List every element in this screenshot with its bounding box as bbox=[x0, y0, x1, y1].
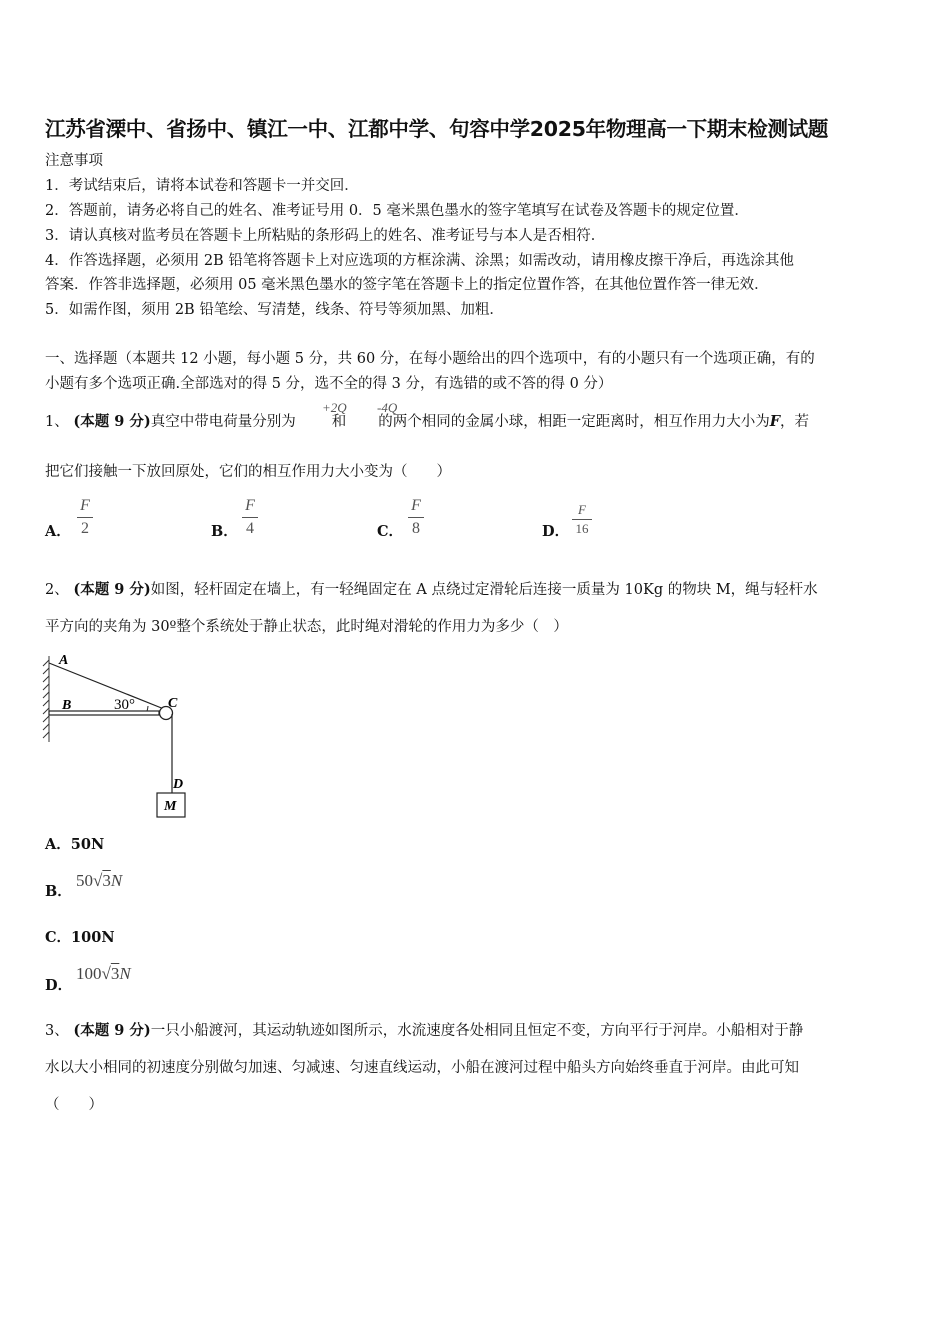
option-label: B． bbox=[211, 523, 238, 540]
option-a: A．50N bbox=[45, 836, 105, 853]
notice-heading: 注意事项 bbox=[45, 153, 103, 169]
force-symbol: F bbox=[769, 413, 781, 430]
question-3-blank: （ ） bbox=[45, 1097, 103, 1113]
angle-label: 30° bbox=[114, 697, 135, 713]
option-label: D． bbox=[45, 977, 73, 994]
option-a-fraction: F 2 bbox=[77, 497, 93, 538]
notice-item: 2．答题前，请务必将自己的姓名、准考证号用 0．5 毫米黑色墨水的签字笔填写在试卷及答题卡的规定位置． bbox=[45, 203, 749, 219]
notice-item: 5．如需作图，须用 2B 铅笔绘、写清楚，线条、符号等须加黑、加粗． bbox=[45, 302, 504, 318]
option-label: C． bbox=[377, 523, 404, 540]
charge-1: +2Q bbox=[322, 400, 347, 415]
question-number: 2、 bbox=[45, 582, 69, 598]
option-b-value: 50√3N bbox=[76, 871, 123, 890]
question-3-stem: 3、 (本题 9 分)一只小船渡河，其运动轨迹如图所示，水流速度各处相同且恒定不变，方向平行于河岸。小船相对于静 bbox=[45, 1022, 804, 1039]
question-2-stem: 2、 (本题 9 分)如图，轻杆固定在墙上，有一轻绳固定在 A 点绕过定滑轮后连接一质量为 10Kg 的物块 M，绳与轻杆水 bbox=[45, 581, 818, 598]
option-d-value: 100√3N bbox=[76, 964, 131, 983]
question-2-stem-cont: 平方向的夹角为 30º整个系统处于静止状态，此时绳对滑轮的作用力为多少（ ） bbox=[45, 619, 568, 635]
question-3-stem-cont: 水以大小相同的初速度分别做匀加速、匀减速、匀速直线运动，小船在渡河过程中船头方向始终垂直于河岸。由此可知 bbox=[45, 1060, 799, 1076]
label-b: B bbox=[62, 698, 72, 713]
question-1-stem: 1、 (本题 9 分)真空中带电荷量分别为 和 的两个相同的金属小球，相距一定距离时，相互作用力大小为F，若 bbox=[45, 413, 810, 430]
notice-item: 1．考试结束后，请将本试卷和答题卡一并交回． bbox=[45, 178, 359, 194]
question-score: (本题 9 分) bbox=[73, 1022, 151, 1039]
notice-item: 答案．作答非选择题，必须用 05 毫米黑色墨水的签字笔在答题卡上的指定位置作答，在其他位置作答一律无效． bbox=[45, 277, 769, 293]
option-c-fraction: F 8 bbox=[408, 497, 424, 538]
option-label: A． bbox=[45, 523, 71, 540]
option-d-fraction: F 16 bbox=[572, 503, 592, 536]
pulley-diagram bbox=[40, 648, 200, 824]
section-heading-cont: 小题有多个选项正确.全部选对的得 5 分，选不全的得 3 分，有选错的或不答的得 0 分） bbox=[45, 376, 613, 392]
question-score: (本题 9 分) bbox=[73, 413, 151, 430]
notice-item: 3．请认真核对监考员在答题卡上所粘贴的条形码上的姓名、准考证号与本人是否相符． bbox=[45, 228, 606, 244]
question-number: 3、 bbox=[45, 1023, 69, 1039]
option-c: C．100N bbox=[45, 929, 115, 946]
page-title: 江苏省溧中、省扬中、镇江一中、江都中学、句容中学2025年物理高一下期末检测试题 bbox=[45, 117, 829, 141]
option-label: D． bbox=[542, 523, 570, 540]
question-number: 1、 bbox=[45, 414, 69, 430]
charge-2: -4Q bbox=[377, 400, 398, 415]
label-a: A bbox=[59, 653, 69, 668]
question-1-stem-cont: 把它们接触一下放回原处，它们的相互作用力大小变为（ ） bbox=[45, 464, 451, 480]
label-d: D bbox=[173, 777, 184, 792]
label-c: C bbox=[168, 696, 178, 711]
question-score: (本题 9 分) bbox=[73, 581, 151, 598]
section-heading: 一、选择题（本题共 12 小题，每小题 5 分，共 60 分，在每小题给出的四个选项中，有的小题只有一个选项正确，有的 bbox=[45, 351, 815, 367]
option-label: B． bbox=[45, 883, 72, 900]
notice-item: 4．作答选择题，必须用 2B 铅笔将答题卡上对应选项的方框涂满、涂黑；如需改动，请用橡皮擦干净后，再选涂其他 bbox=[45, 253, 794, 269]
label-m: M bbox=[164, 799, 177, 814]
option-b-fraction: F 4 bbox=[242, 497, 258, 538]
